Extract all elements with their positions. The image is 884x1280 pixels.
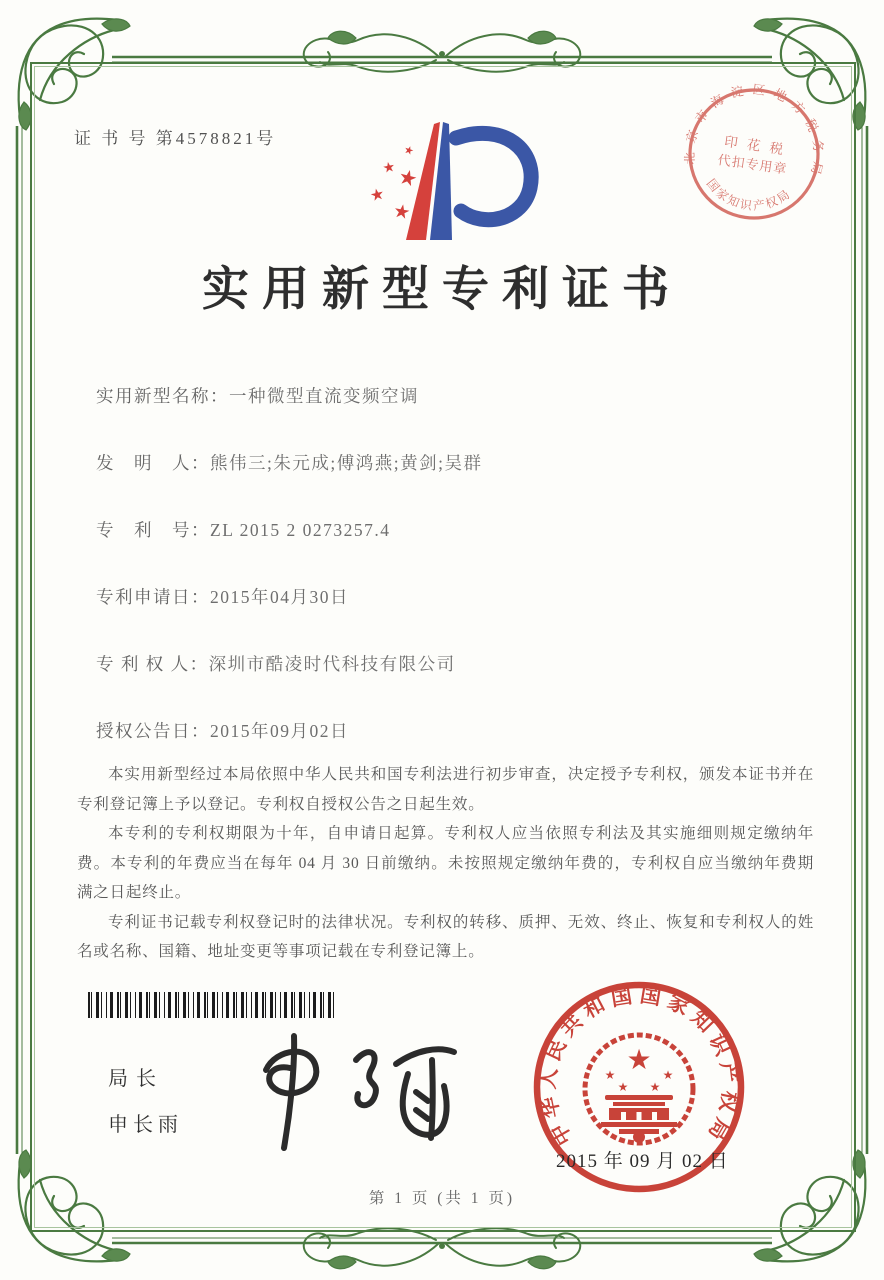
tax-stamp-center-line2: 代扣专用章 xyxy=(716,152,789,177)
tax-stamp-center-line1: 印 花 税 xyxy=(723,133,788,158)
svg-text:★: ★ xyxy=(649,1080,661,1094)
field-label: 专 利 权 人： xyxy=(96,654,209,674)
field-label: 专利申请日： xyxy=(96,587,210,607)
seal-date: 2015 年 09 月 02 日 xyxy=(556,1151,729,1172)
field-patentee xyxy=(96,652,796,719)
field-label: 专 利 号： xyxy=(96,520,210,540)
field-value: 一种微型直流变频空调 xyxy=(229,386,419,406)
certificate-title: 实用新型专利证书 xyxy=(202,264,682,316)
legal-paragraph-3: 专利证书记载专利权登记时的法律状况。专利权的转移、质押、无效、终止、恢复和专利权人的姓名或名称、国籍、地址变更等事项记载在专利登记簿上。 xyxy=(77,913,814,960)
field-value: 2015年09月02日 xyxy=(210,721,349,741)
svg-text:★: ★ xyxy=(391,199,413,225)
svg-text:★: ★ xyxy=(617,1080,629,1094)
officer-name: 申长雨 xyxy=(108,1114,183,1136)
field-value: 熊伟三;朱元成;傅鸿燕;黄剑;吴群 xyxy=(210,453,483,473)
svg-text:★: ★ xyxy=(368,183,387,206)
legal-text xyxy=(77,760,814,967)
barcode xyxy=(88,992,338,1018)
national-emblem xyxy=(585,1035,693,1143)
field-value: ZL 2015 2 0273257.4 xyxy=(210,520,391,540)
field-label: 授权公告日： xyxy=(96,721,210,741)
svg-text:★: ★ xyxy=(604,1068,616,1082)
field-value: 深圳市酷凌时代科技有限公司 xyxy=(208,654,456,674)
signature-icon xyxy=(238,1028,488,1153)
field-label: 实用新型名称： xyxy=(96,386,229,406)
svg-text:★: ★ xyxy=(402,142,416,159)
officer-title: 局长 xyxy=(108,1068,164,1090)
field-value: 2015年04月30日 xyxy=(210,587,349,607)
svg-text:★: ★ xyxy=(381,159,397,177)
svg-text:★: ★ xyxy=(662,1068,674,1082)
field-inventors xyxy=(96,451,796,518)
certificate-fields xyxy=(96,384,796,786)
svg-text:★: ★ xyxy=(395,164,421,192)
field-application-date xyxy=(96,585,796,652)
tax-stamp xyxy=(675,75,833,233)
tax-stamp-ring-top: 北京市海淀区地方税务局 xyxy=(682,82,826,184)
cnipa-logo-icon xyxy=(330,114,565,256)
legal-paragraph-1: 本实用新型经过本局依照中华人民共和国专利法进行初步审查，决定授予专利权，颁发本证书并在专利登记簿上予以登记。专利权自授权公告之日起生效。 xyxy=(77,766,814,813)
cnipa-seal-ring-text: 中华人民共和国国家知识产权局 xyxy=(535,982,743,1150)
tax-stamp-ring-bottom: 国家知识产权局 xyxy=(703,176,794,214)
field-patent-number xyxy=(96,518,796,585)
svg-text:★: ★ xyxy=(626,1043,652,1076)
certificate-number: 证 书 号 第4578821号 xyxy=(74,129,277,148)
field-label: 发 明 人： xyxy=(96,453,210,473)
legal-paragraph-2: 本专利的专利权期限为十年，自申请日起算。专利权人应当依照专利法及其实施细则规定缴纳年费。本专利的年费应当在每年 04 月 30 日前缴纳。未按照规定缴纳年费的，专利权自应当缴纳年费期满之日起终止。 xyxy=(77,825,814,901)
field-utility-model-name xyxy=(96,384,796,451)
page-number: 第 1 页 (共 1 页) xyxy=(368,1190,516,1207)
